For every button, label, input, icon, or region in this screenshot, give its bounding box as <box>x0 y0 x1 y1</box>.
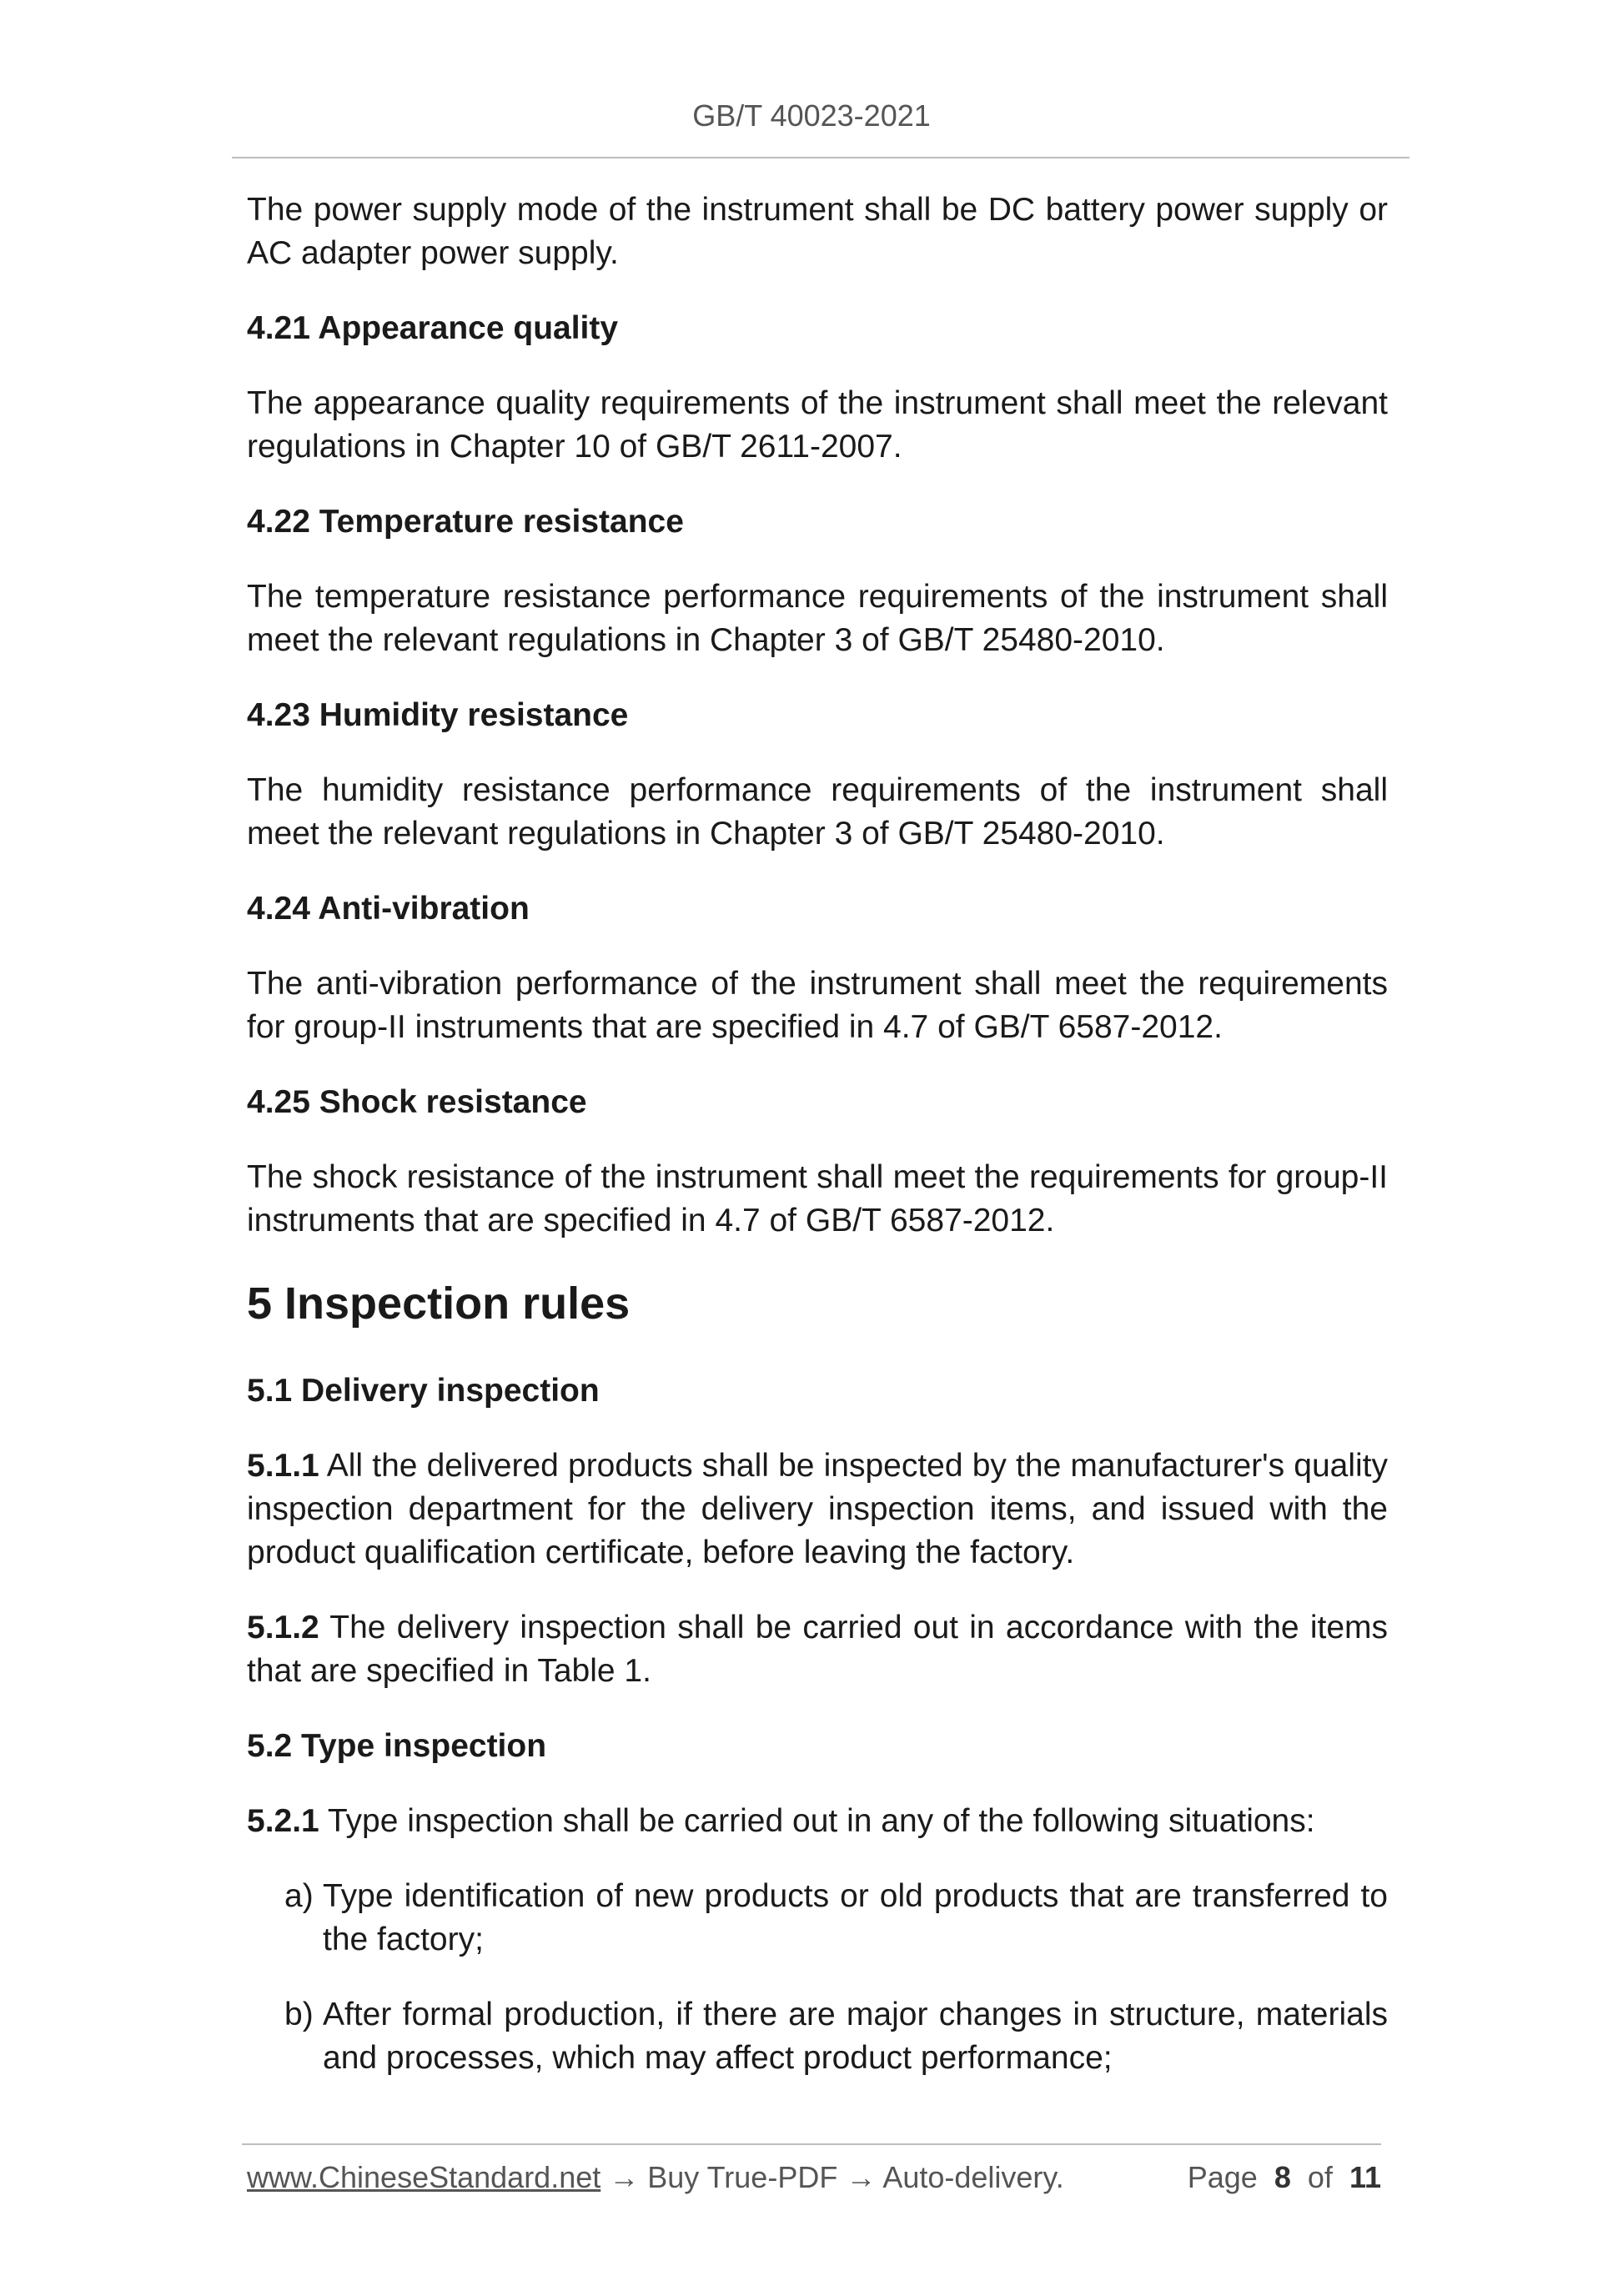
section-5-2-heading: 5.2 Type inspection <box>247 1728 547 1764</box>
page-indicator <box>1188 2160 1381 2195</box>
list-item-text: Type identification of new products or old products that are transferred to the factory; <box>323 1878 1388 1957</box>
chapter-5-heading: 5 Inspection rules <box>247 1279 631 1329</box>
page-label: Page <box>1187 2160 1258 2194</box>
list-item <box>247 1993 1388 2080</box>
power-supply-paragraph: The power supply mode of the instrument shall be DC battery power supply or AC adapter power supply. <box>247 192 1388 271</box>
clause-5-2-1 <box>247 1800 1388 1843</box>
list-marker: a) <box>284 1878 314 1914</box>
of-label: of <box>1307 2160 1333 2194</box>
section-5-1-heading: 5.1 Delivery inspection <box>247 1373 600 1409</box>
clause-text: All the delivered products shall be inspected by the manufacturer's quality inspection department for the delivery inspection items, and issued with the product qualification certificate, before leaving the factory. <box>247 1448 1388 1570</box>
section-4-23-heading: 4.23 Humidity resistance <box>247 697 629 733</box>
document-header-id: GB/T 40023-2021 <box>692 98 931 133</box>
footer-promo-text: → Buy True-PDF → Auto-delivery. <box>600 2160 1064 2194</box>
section-4-24-heading: 4.24 Anti-vibration <box>247 891 530 927</box>
website-link[interactable]: www.ChineseStandard.net <box>247 2160 601 2194</box>
section-4-22-heading: 4.22 Temperature resistance <box>247 504 684 540</box>
clause-number: 5.1.1 <box>247 1448 319 1484</box>
section-4-24-text: The anti-vibration performance of the instrument shall meet the requirements for group-II instruments that are specified in 4.7 of GB/T 6587-2012. <box>247 966 1388 1045</box>
page-content <box>247 188 1388 2112</box>
list-item <box>247 1875 1388 1962</box>
section-4-25-heading: 4.25 Shock resistance <box>247 1084 587 1120</box>
list-item-text: After formal production, if there are major changes in structure, materials and processes, which may affect product performance; <box>323 1997 1388 2076</box>
header-divider <box>232 157 1409 158</box>
section-4-23-text: The humidity resistance performance requirements of the instrument shall meet the relevant regulations in Chapter 3 of GB/T 25480-2010. <box>247 772 1388 852</box>
footer-promo <box>247 2160 1064 2195</box>
clause-5-1-2 <box>247 1606 1388 1693</box>
clause-number: 5.2.1 <box>247 1803 319 1839</box>
footer-divider <box>242 2143 1381 2145</box>
total-pages: 11 <box>1349 2160 1381 2194</box>
clause-text: The delivery inspection shall be carried out in accordance with the items that are specified in Table 1. <box>247 1610 1388 1689</box>
clause-text: Type inspection shall be carried out in any of the following situations: <box>319 1803 1315 1839</box>
section-4-21-text: The appearance quality requirements of the instrument shall meet the relevant regulations in Chapter 10 of GB/T 2611-2007. <box>247 385 1388 465</box>
page-footer <box>247 2160 1381 2195</box>
clause-number: 5.1.2 <box>247 1610 319 1645</box>
list-marker: b) <box>284 1997 314 2032</box>
section-4-21-heading: 4.21 Appearance quality <box>247 310 619 346</box>
section-4-22-text: The temperature resistance performance requirements of the instrument shall meet the relevant regulations in Chapter 3 of GB/T 25480-2010. <box>247 579 1388 658</box>
clause-5-1-1 <box>247 1444 1388 1575</box>
page-number: 8 <box>1274 2160 1291 2194</box>
section-4-25-text: The shock resistance of the instrument shall meet the requirements for group-II instruments that are specified in 4.7 of GB/T 6587-2012. <box>247 1159 1388 1238</box>
